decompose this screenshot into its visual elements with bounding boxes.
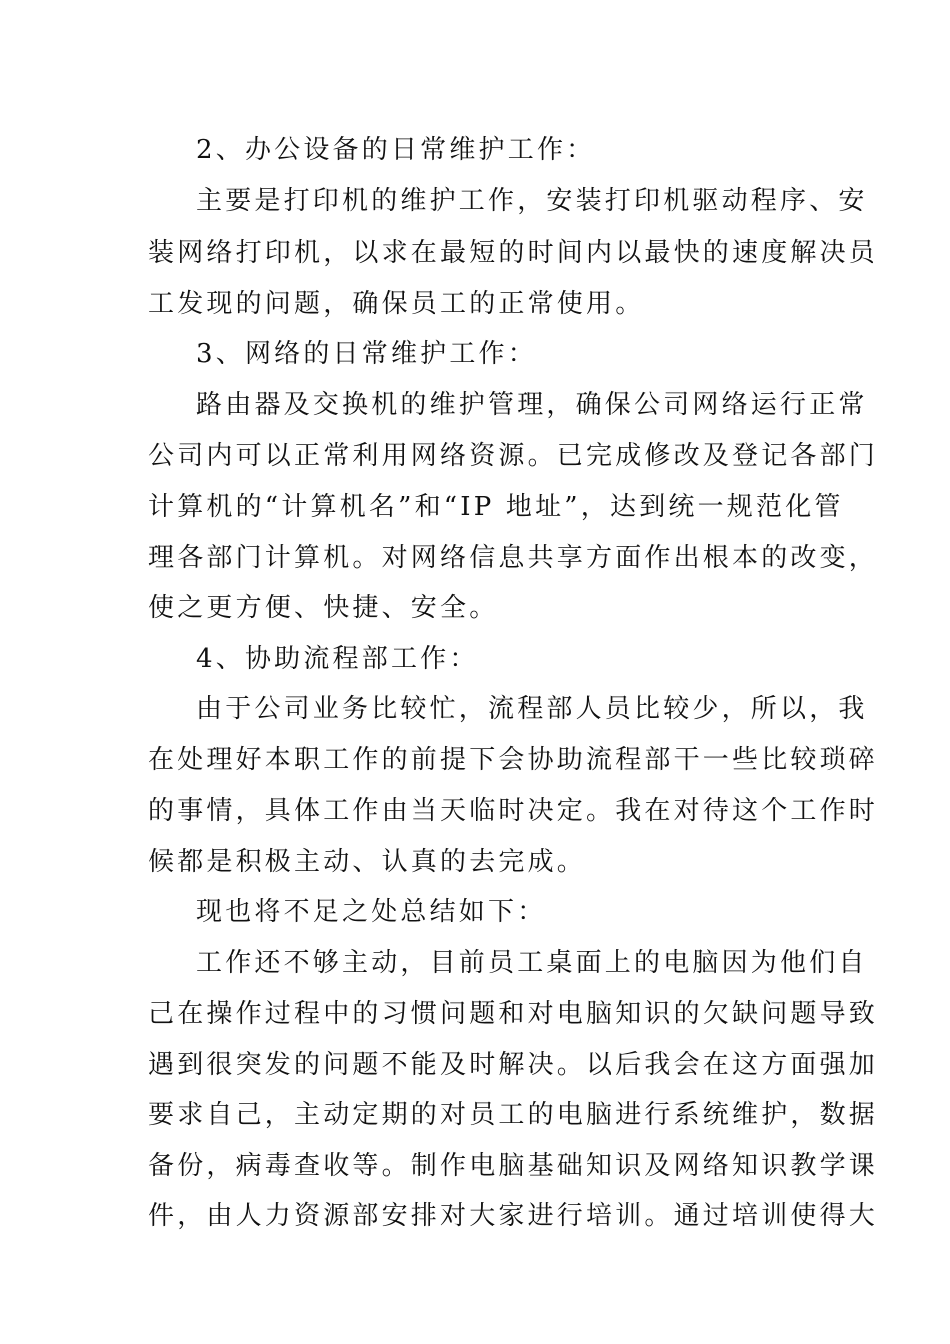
paragraph-line: 装网络打印机，以求在最短的时间内以最快的速度解决员 xyxy=(148,238,879,268)
paragraph-line: 的事情，具体工作由当天临时决定。我在对待这个工作时 xyxy=(148,796,879,826)
paragraph-line: 由于公司业务比较忙，流程部人员比较少，所以，我 xyxy=(196,694,868,724)
paragraph-line: 在处理好本职工作的前提下会协助流程部干一些比较琐碎 xyxy=(148,745,879,775)
paragraph-line: 备份，病毒查收等。制作电脑基础知识及网络知识教学课 xyxy=(148,1151,879,1181)
paragraph-line: 工发现的问题，确保员工的正常使用。 xyxy=(148,289,645,319)
section-heading: 4、协助流程部工作： xyxy=(196,644,479,674)
paragraph-line: 公司内可以正常利用网络资源。已完成修改及登记各部门 xyxy=(148,441,879,471)
section-heading: 3、网络的日常维护工作： xyxy=(196,339,537,369)
paragraph-line: 要求自己，主动定期的对员工的电脑进行系统维护，数据 xyxy=(148,1100,879,1130)
paragraph-line: 计算机的“计算机名”和“IP 地址”，达到统一规范化管 xyxy=(148,492,844,522)
paragraph-line: 主要是打印机的维护工作，安装打印机驱动程序、安 xyxy=(196,186,868,216)
paragraph-line: 工作还不够主动，目前员工桌面上的电脑因为他们自 xyxy=(196,948,868,978)
paragraph-line: 遇到很突发的问题不能及时解决。以后我会在这方面强加 xyxy=(148,1050,879,1080)
paragraph-line: 己在操作过程中的习惯问题和对电脑知识的欠缺问题导致 xyxy=(148,999,879,1029)
paragraph-line: 使之更方便、快捷、安全。 xyxy=(148,593,499,623)
section-heading: 2、办公设备的日常维护工作： xyxy=(196,135,596,165)
section-heading: 现也将不足之处总结如下： xyxy=(196,897,547,927)
paragraph-line: 路由器及交换机的维护管理，确保公司网络运行正常 xyxy=(196,390,868,420)
paragraph-line: 件，由人力资源部安排对大家进行培训。通过培训使得大 xyxy=(148,1201,879,1231)
paragraph-line: 候都是积极主动、认真的去完成。 xyxy=(148,847,587,877)
paragraph-line: 理各部门计算机。对网络信息共享方面作出根本的改变， xyxy=(148,543,879,573)
